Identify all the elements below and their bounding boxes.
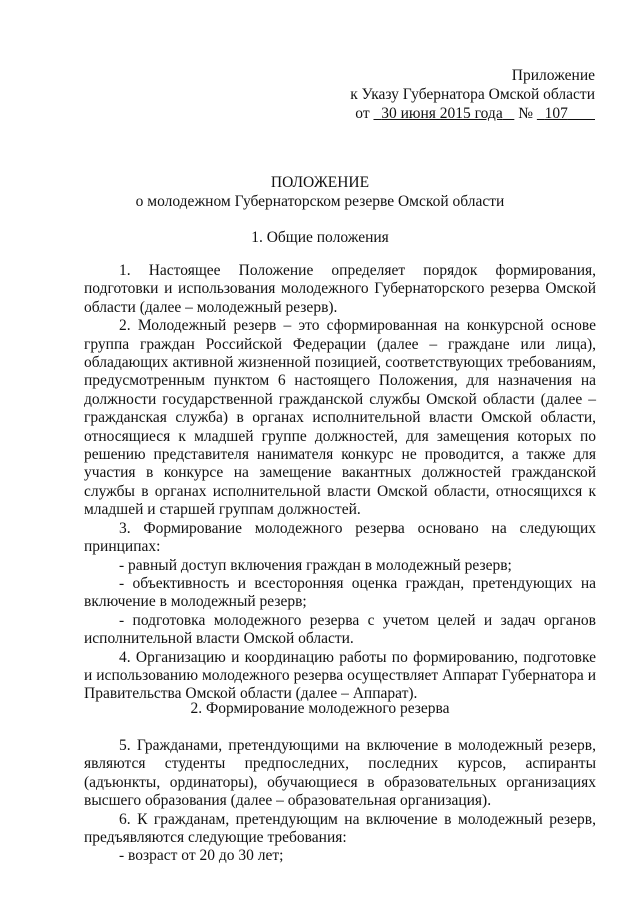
list-item: - возраст от 20 до 30 лет; xyxy=(119,847,284,865)
decree-number: 107 xyxy=(544,105,568,122)
appendix-label: Приложение xyxy=(511,67,595,84)
paragraph-5: 5. Гражданами, претендующими на включение в молодежный резерв, являются студенты предпоследних, последних курсов, аспиранты (адъюнкты, ординаторы), обучающиеся в образовательных организациях высшего образования (далее – образовательная организация). xyxy=(84,737,596,810)
document-title-block xyxy=(0,173,640,211)
section-2-heading: 2. Формирование молодежного резерва xyxy=(190,700,450,717)
paragraph-1: 1. Настоящее Положение определяет порядок формирования, подготовки и использования молодежного Губернаторского резерва Омской области (далее – молодежный резерв). xyxy=(84,262,596,316)
decree-date: 30 июня 2015 года xyxy=(381,105,503,122)
appendix-header xyxy=(350,66,595,123)
list-item: - подготовка молодежного резерва с учетом целей и задач органов исполнительной власти Омской области. xyxy=(84,611,596,648)
decree-date-line xyxy=(350,104,595,123)
paragraph-6: 6. К гражданам, претендующим на включение в молодежный резерв, предъявляются следующие требования: xyxy=(84,810,596,847)
section-1-heading: 1. Общие положения xyxy=(251,229,389,246)
document-title: ПОЛОЖЕНИЕ xyxy=(270,174,370,191)
paragraph-3: 3. Формирование молодежного резерва основано на следующих принципах: xyxy=(84,519,596,556)
paragraph-4: 4. Организацию и координацию работы по формированию, подготовке и использованию молодежного резерва осуществляет Аппарат Губернатора и Правительства Омской области (далее – Аппарат). xyxy=(84,648,596,703)
document-subtitle: о молодежном Губернаторском резерве Омской области xyxy=(135,193,505,210)
number-prefix: № xyxy=(518,105,533,122)
decree-reference: к Указу Губернатора Омской области xyxy=(350,86,595,103)
list-item: - равный доступ включения граждан в молодежный резерв; xyxy=(119,556,512,574)
paragraph-2: 2. Молодежный резерв – это сформированная на конкурсной основе группа граждан Российской Федерации (далее – граждане или лица), обладающих активной жизненной позицией, соответствующих требованиям, предусмотренным пунктом 6 настоящего Положения, для назначения на должности государственной гражданской службы Омской области (далее – гражданская служба) в органах исполнительной власти Омской области, относящиеся к младшей группе должностей, для замещения которых по решению представителя нанимателя конкурс не проводится, а также для участия в конкурсе на замещение вакантных должностей гражданской службы в органах исполнительной власти Омской области, относящихся к младшей и старшей группам должностей. xyxy=(84,317,596,519)
date-prefix: от xyxy=(355,105,370,122)
list-item: - объективность и всесторонняя оценка граждан, претендующих на включение в молодежный резерв; xyxy=(84,574,596,611)
section-2-body xyxy=(84,737,596,866)
section-1-body xyxy=(84,262,596,704)
